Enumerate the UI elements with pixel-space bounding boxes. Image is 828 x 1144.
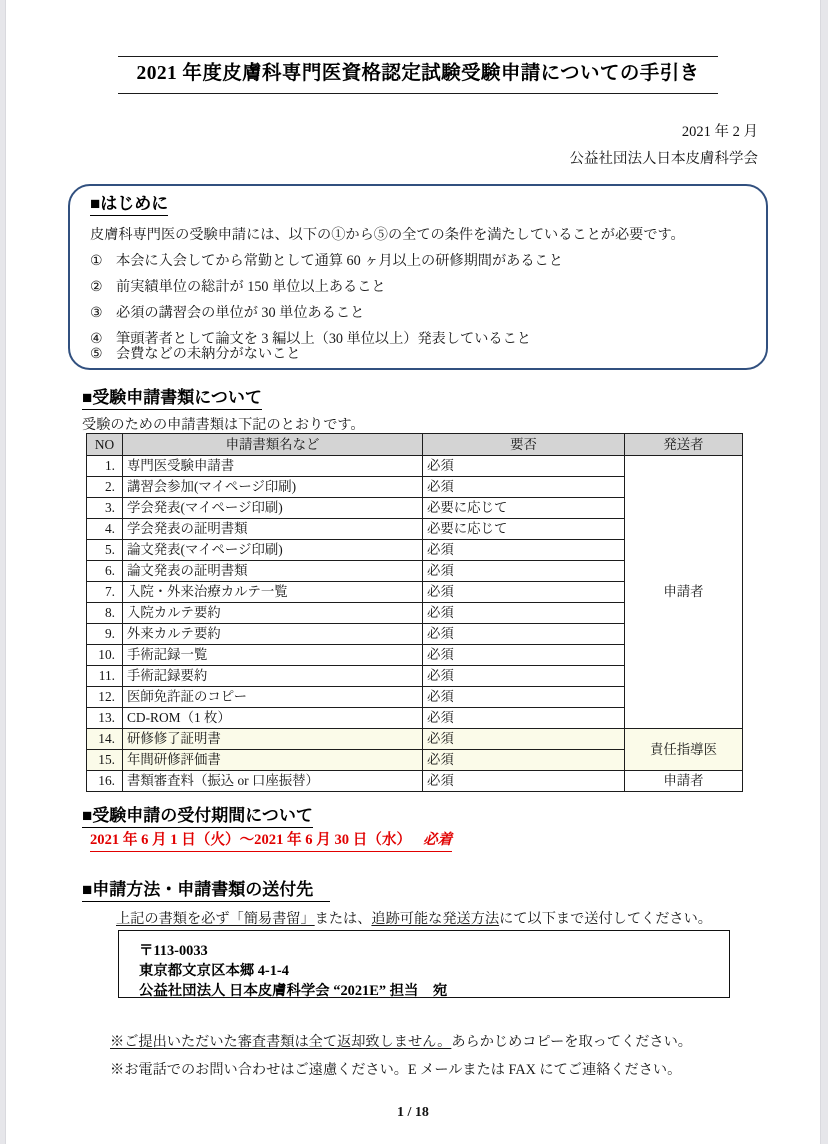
footnote-2 — [110, 1059, 681, 1079]
application-period-date — [90, 831, 452, 852]
intro-item-4-number: ④ — [90, 331, 103, 347]
address-box — [118, 930, 730, 998]
intro-item-1-text: 本会に入会してから常勤として通算 60 ヶ月以上の研修期間があること — [116, 253, 563, 269]
table-body — [87, 456, 743, 792]
intro-item-5-number: ⑤ — [90, 346, 103, 362]
table-cell-no: 4. — [87, 519, 123, 540]
sendto-instruction — [116, 908, 712, 928]
table-cell-no: 2. — [87, 477, 123, 498]
intro-item-2-text: 前実績単位の総計が 150 単位以上あること — [116, 279, 386, 295]
intro-item-1-number: ① — [90, 253, 103, 269]
document-organization: 公益社団法人日本皮膚科学会 — [569, 151, 758, 167]
intro-item-1 — [90, 250, 563, 270]
table-row — [87, 729, 743, 750]
table-cell-no: 16. — [87, 771, 123, 792]
footnote-1-rest: あらかじめコピーを取ってください。 — [451, 1034, 692, 1050]
sendto-note-mid: または、 — [314, 911, 372, 927]
table-cell-name: 入院カルテ要約 — [123, 603, 423, 624]
table-cell-no: 6. — [87, 561, 123, 582]
table-cell-requirement: 必須 — [423, 456, 625, 477]
page-number: 1 / 18 — [397, 1105, 429, 1120]
intro-item-3 — [90, 302, 364, 322]
table-cell-requirement: 必須 — [423, 729, 625, 750]
table-cell-name: 研修修了証明書 — [123, 729, 423, 750]
intro-item-2 — [90, 276, 386, 296]
table-cell-no: 3. — [87, 498, 123, 519]
intro-item-4-text: 筆頭著者として論文を 3 編以上（30 単位以上）発表していること — [116, 331, 531, 347]
table-cell-requirement: 必須 — [423, 624, 625, 645]
table-header-name: 申請書類名など — [123, 434, 423, 456]
table-cell-no: 7. — [87, 582, 123, 603]
table-cell-requirement: 必須 — [423, 687, 625, 708]
table-cell-name: 手術記録一覧 — [123, 645, 423, 666]
table-cell-requirement: 必須 — [423, 771, 625, 792]
table-cell-name: 学会発表(マイページ印刷) — [123, 498, 423, 519]
intro-box — [68, 184, 768, 370]
sendto-note-prefix: 上記の書類を必ず — [116, 911, 230, 927]
table-header-requirement: 要否 — [423, 434, 625, 456]
table-cell-name: 手術記録要約 — [123, 666, 423, 687]
address-line-postal: 〒113-0033 — [139, 943, 208, 959]
table-cell-requirement: 必須 — [423, 645, 625, 666]
table-cell-requirement: 必要に応じて — [423, 519, 625, 540]
page-title — [118, 56, 718, 94]
table-cell-requirement: 必須 — [423, 666, 625, 687]
table-cell-requirement: 必須 — [423, 582, 625, 603]
intro-item-3-number: ③ — [90, 305, 103, 321]
table-cell-name: 学会発表の証明書類 — [123, 519, 423, 540]
table-cell-no: 5. — [87, 540, 123, 561]
application-documents-table — [86, 433, 743, 792]
section-heading-period: ■受験申請の受付期間について — [82, 806, 313, 828]
application-period-range: 2021 年 6 月 1 日（火）～2021 年 6 月 30 日（水） — [90, 832, 412, 848]
table-cell-no: 8. — [87, 603, 123, 624]
sendto-note-suffix: にて以下まで送付してください。 — [499, 911, 712, 927]
table-cell-sender-applicant: 申請者 — [625, 456, 743, 729]
table-cell-no: 1. — [87, 456, 123, 477]
table-header-row — [87, 434, 743, 456]
table-cell-no: 9. — [87, 624, 123, 645]
table-cell-no: 15. — [87, 750, 123, 771]
footnote-2-rest: ※お電話でのお問い合わせはご遠慮ください。E メールまたは FAX にてご連絡ください。 — [110, 1062, 682, 1078]
documents-note: 受験のための申請書類は下記のとおりです。 — [82, 417, 365, 433]
table-cell-name: 論文発表(マイページ印刷) — [123, 540, 423, 561]
must-arrive-label: 必着 — [423, 832, 453, 848]
table-cell-name: 医師免許証のコピー — [123, 687, 423, 708]
table-header-no: NO — [87, 434, 123, 456]
table-row — [87, 456, 743, 477]
page-title-text: 2021 年度皮膚科専門医資格認定試験受験申請についての手引き — [136, 63, 700, 84]
intro-item-3-text: 必須の講習会の単位が 30 単位あること — [116, 305, 365, 321]
footnote-1 — [110, 1031, 692, 1051]
sendto-note-trackable: 追跡可能な発送方法 — [371, 911, 500, 927]
table-cell-sender-supervisor: 責任指導医 — [625, 729, 743, 771]
table-cell-name: 外来カルテ要約 — [123, 624, 423, 645]
table-cell-no: 14. — [87, 729, 123, 750]
document-date: 2021 年 2 月 — [681, 124, 758, 140]
intro-item-5-text: 会費などの未納分がないこと — [116, 346, 301, 362]
table-cell-name: 講習会参加(マイページ印刷) — [123, 477, 423, 498]
section-heading-sendto: ■申請方法・申請書類の送付先 — [82, 880, 330, 902]
table-cell-sender-applicant-bottom: 申請者 — [625, 771, 743, 792]
intro-item-5 — [90, 343, 300, 363]
table-cell-name: 書類審査料（振込 or 口座振替） — [123, 771, 423, 792]
table-cell-no: 11. — [87, 666, 123, 687]
table-cell-requirement: 必要に応じて — [423, 498, 625, 519]
table-cell-requirement: 必須 — [423, 708, 625, 729]
intro-lead-text: 皮膚科専門医の受験申請には、以下の①から⑤の全ての条件を満たしていることが必要です。 — [90, 227, 685, 243]
intro-heading: ■はじめに — [90, 194, 168, 216]
table-cell-requirement: 必須 — [423, 540, 625, 561]
address-line-street: 東京都文京区本郷 4-1-4 — [139, 963, 289, 979]
table-cell-name: 論文発表の証明書類 — [123, 561, 423, 582]
table-cell-name: CD-ROM（1 枚） — [123, 708, 423, 729]
table-cell-requirement: 必須 — [423, 477, 625, 498]
sendto-note-registered-mail: 「簡易書留」 — [229, 911, 315, 927]
table-cell-requirement: 必須 — [423, 750, 625, 771]
table-header-sender: 発送者 — [625, 434, 743, 456]
table-cell-name: 入院・外来治療カルテ一覧 — [123, 582, 423, 603]
table-cell-requirement: 必須 — [423, 561, 625, 582]
viewer-right-gutter — [820, 0, 828, 1144]
section-heading-documents: ■受験申請書類について — [82, 388, 262, 410]
table-cell-name: 年間研修評価書 — [123, 750, 423, 771]
address-line-recipient: 公益社団法人 日本皮膚科学会 “2021E” 担当 宛 — [139, 983, 448, 999]
table-cell-no: 12. — [87, 687, 123, 708]
table-row — [87, 771, 743, 792]
intro-item-2-number: ② — [90, 279, 103, 295]
document-page — [6, 0, 820, 1144]
table-cell-no: 13. — [87, 708, 123, 729]
table-cell-name: 専門医受験申請書 — [123, 456, 423, 477]
table-cell-requirement: 必須 — [423, 603, 625, 624]
table-cell-no: 10. — [87, 645, 123, 666]
footnote-1-underlined: ※ご提出いただいた審査書類は全て返却致しません。 — [110, 1034, 452, 1050]
